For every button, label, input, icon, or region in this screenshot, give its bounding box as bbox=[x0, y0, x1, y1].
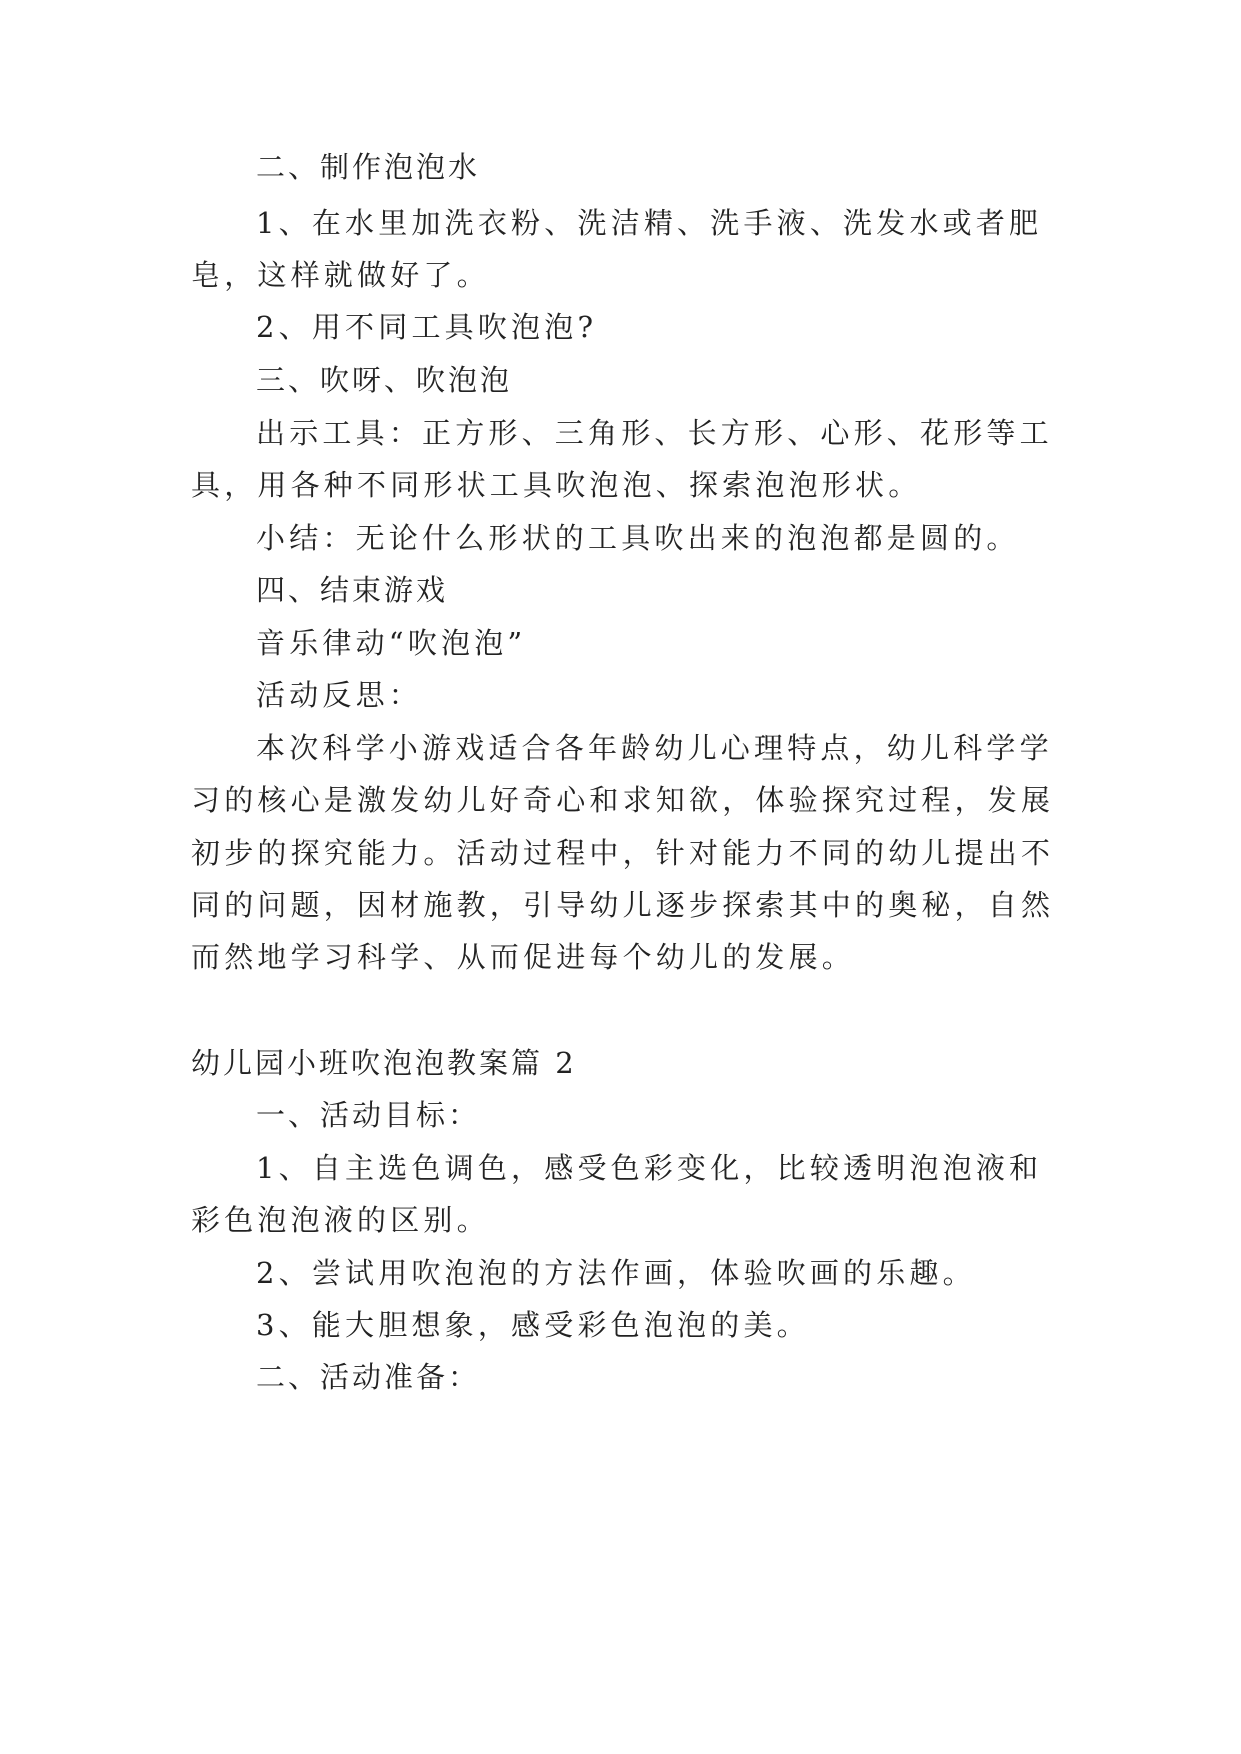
paragraph-line: 具，用各种不同形状工具吹泡泡、探索泡泡形状。 bbox=[191, 468, 922, 502]
section-heading-make-bubble-water: 二、制作泡泡水 bbox=[256, 150, 481, 184]
document-title: 幼儿园小班吹泡泡教案篇 2 bbox=[191, 1046, 577, 1080]
section-heading-activity-prep: 二、活动准备： bbox=[256, 1360, 481, 1394]
paragraph-line: 同的问题，因材施教，引导幼儿逐步探索其中的奥秘，自然 bbox=[191, 888, 1055, 922]
paragraph-line: 1、自主选色调色，感受色彩变化，比较透明泡泡液和 bbox=[256, 1151, 1043, 1185]
paragraph-line: 而然地学习科学、从而促进每个幼儿的发展。 bbox=[191, 940, 856, 974]
paragraph-line: 出示工具：正方形、三角形、长方形、心形、花形等工 bbox=[256, 416, 1053, 450]
paragraph-line: 2、尝试用吹泡泡的方法作画，体验吹画的乐趣。 bbox=[256, 1256, 976, 1290]
paragraph-line: 小结：无论什么形状的工具吹出来的泡泡都是圆的。 bbox=[256, 521, 1020, 555]
paragraph-line: 皂，这样就做好了。 bbox=[191, 258, 490, 292]
reflection-title: 活动反思： bbox=[256, 678, 423, 712]
paragraph-line: 音乐律动“吹泡泡” bbox=[256, 626, 527, 660]
paragraph-line: 1、在水里加洗衣粉、洗洁精、洗手液、洗发水或者肥 bbox=[256, 206, 1043, 240]
section-heading-activity-goals: 一、活动目标： bbox=[256, 1098, 481, 1132]
paragraph-line: 习的核心是激发幼儿好奇心和求知欲，体验探究过程，发展 bbox=[191, 783, 1055, 817]
paragraph-line: 本次科学小游戏适合各年龄幼儿心理特点，幼儿科学学 bbox=[256, 731, 1053, 765]
paragraph-line: 初步的探究能力。活动过程中，针对能力不同的幼儿提出不 bbox=[191, 836, 1055, 870]
paragraph-line: 3、能大胆想象，感受彩色泡泡的美。 bbox=[256, 1308, 810, 1342]
section-heading-blow-bubbles: 三、吹呀、吹泡泡 bbox=[256, 363, 513, 397]
section-heading-end-game: 四、结束游戏 bbox=[256, 573, 449, 607]
paragraph-line: 2、用不同工具吹泡泡? bbox=[256, 310, 598, 344]
paragraph-line: 彩色泡泡液的区别。 bbox=[191, 1203, 490, 1237]
